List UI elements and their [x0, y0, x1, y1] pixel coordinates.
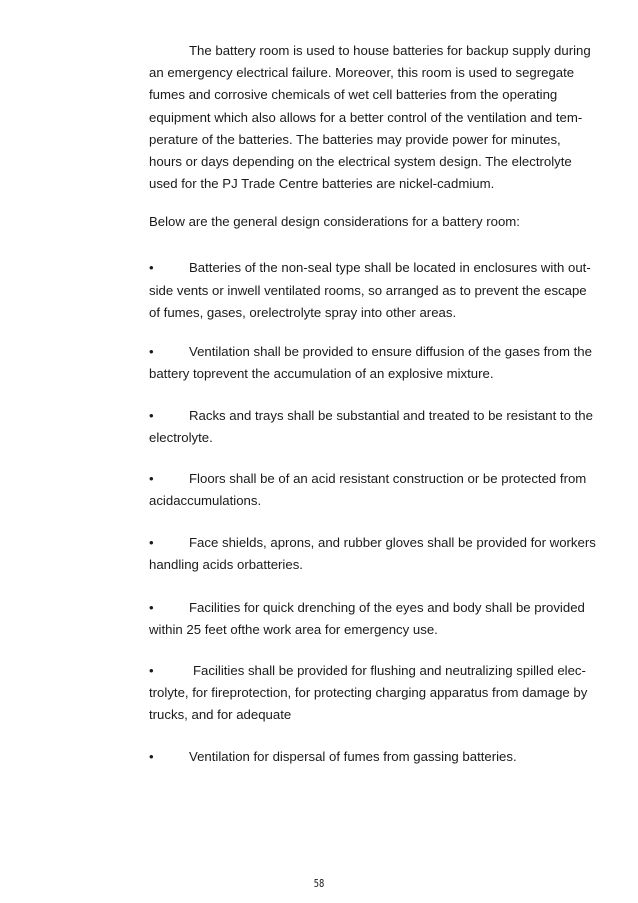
intro-line: equipment which also allows for a better control of the ventilation and tem- — [149, 110, 583, 125]
bullet-marker: • — [149, 749, 154, 764]
bullet-line: Facilities shall be provided for flushing and neutralizing spilled elec- — [193, 663, 586, 678]
bullet-line: of fumes, gases, orelectrolyte spray into other areas. — [149, 305, 457, 320]
bullet-marker: • — [149, 535, 154, 550]
bullet-line: acidaccumulations. — [149, 493, 262, 508]
bullet-line: within 25 feet ofthe work area for emergency use. — [149, 622, 438, 637]
intro-line: The battery room is used to house batteries for backup supply during — [189, 43, 591, 58]
bullet-line: Facilities for quick drenching of the eyes and body shall be provided — [189, 600, 585, 615]
lead-in-text: Below are the general design considerations for a battery room: — [149, 214, 520, 229]
intro-line: an emergency electrical failure. Moreover, this room is used to segregate — [149, 65, 575, 80]
intro-line: used for the PJ Trade Centre batteries are nickel-cadmium. — [149, 176, 495, 191]
bullet-line: electrolyte. — [149, 430, 213, 445]
bullet-line: trolyte, for fireprotection, for protecting charging apparatus from damage by — [149, 685, 588, 700]
bullet-line: handling acids orbatteries. — [149, 557, 303, 572]
intro-line: hours or days depending on the electrical system design. The electrolyte — [149, 154, 572, 169]
bullet-line: side vents or inwell ventilated rooms, so arranged as to prevent the escape — [149, 283, 587, 298]
page-number: 58 — [313, 877, 325, 890]
bullet-line: Face shields, aprons, and rubber gloves shall be provided for workers — [189, 535, 596, 550]
bullet-marker: • — [149, 471, 154, 486]
bullet-line: Racks and trays shall be substantial and treated to be resistant to the — [189, 408, 593, 423]
bullet-line: Ventilation shall be provided to ensure diffusion of the gases from the — [189, 344, 592, 359]
bullet-line: battery toprevent the accumulation of an explosive mixture. — [149, 366, 494, 381]
bullet-marker: • — [149, 344, 154, 359]
bullet-marker: • — [149, 600, 154, 615]
intro-line: fumes and corrosive chemicals of wet cell batteries from the operating — [149, 87, 558, 102]
intro-line: perature of the batteries. The batteries may provide power for minutes, — [149, 132, 561, 147]
bullet-line: trucks, and for adequate — [149, 707, 292, 722]
bullet-marker: • — [149, 260, 154, 275]
bullet-marker: • — [149, 408, 154, 423]
bullet-marker: • — [149, 663, 154, 678]
bullet-line: Floors shall be of an acid resistant construction or be protected from — [189, 471, 587, 486]
bullet-line: Ventilation for dispersal of fumes from gassing batteries. — [189, 749, 517, 764]
bullet-line: Batteries of the non-seal type shall be located in enclosures with out- — [189, 260, 591, 275]
